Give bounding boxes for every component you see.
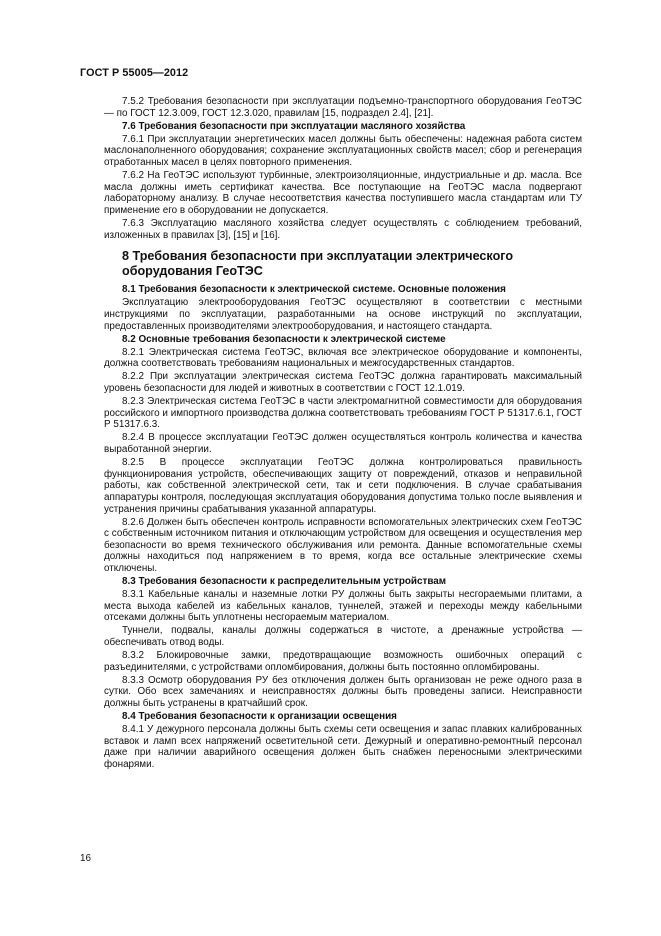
subsection-heading: 8.4 Требования безопасности к организации освещения [122,711,397,723]
paragraph: 8.2.1 Электрическая система ГеоТЭС, включая все электрическое оборудование и компоненты, должна соответствовать требованиям национальных и межгосударственных стандартов. [104,346,582,370]
paragraph: Туннели, подвалы, каналы должны содержаться в чистоте, а дренажные устройства — обеспечивать отвод воды. [104,625,582,649]
standard-header: ГОСТ Р 55005—2012 [80,67,189,79]
paragraph: Эксплуатацию электрооборудования ГеоТЭС осуществляют в соответствии с местными инструкциями по эксплуатации, разработанными на основе инструкций по эксплуатации, предоставленных производителями электрооборудования, и настоящего стандарта. [104,297,582,332]
paragraph: 8.2.4 В процессе эксплуатации ГеоТЭС должен осуществляться контроль количества и качества выработанной энергии. [104,432,582,456]
subsection-heading: 8.3 Требования безопасности к распределительным устройствам [122,576,447,588]
paragraph: 8.3.2 Блокировочные замки, предотвращающие возможность ошибочных операций с разъединителями, с устройствами опломбирования, должны быть постоянно опломбированы. [104,650,582,673]
paragraph: 7.6.1 При эксплуатации энергетических масел должны быть обеспечены: надежная работа систем маслонаполненного оборудования; сохранение эксплуатационных свойств масел; сбор и регенерация отработанных масел в целях повторного применения. [104,133,582,168]
paragraph: 8.2.5 В процессе эксплуатации ГеоТЭС должна контролироваться правильность функционирования устройств, обеспечивающих защиту от повреждений, отказов и неправильной работы, как собственной электрической сети, так и сети подключения. В случае срабатывания аппаратуры контроля, последующая эксплуатация оборудования допустима только после выявления и устранения причины срабатывания указанной аппаратуры. [104,457,582,515]
subsection-heading: 8.1 Требования безопасности к электрической системе. Основные положения [122,284,506,296]
paragraph: 8.2.2 При эксплуатации электрическая система ГеоТЭС должна гарантировать максимальный уровень безопасности для людей и животных в соответствии с ГОСТ 12.1.019. [104,371,582,395]
paragraph: 8.2.6 Должен быть обеспечен контроль исправности вспомогательных электрических схем ГеоТЭС с собственным источником питания и отключающим устройством для освещения и осуществления мер безопасности во время технического обслуживания или ремонта. Данные вспомогательные схемы должны находиться под напряжением в то время, когда все остальные электрические схемы отключены. [104,516,582,574]
section-heading: 8 Требования безопасности при эксплуатации электрического оборудования ГеоТЭС [122,249,514,278]
paragraph: 8.4.1 У дежурного персонала должны быть схемы сети освещения и запас плавких калиброванных вставок и ламп всех напряжений осветительной сети. Дежурный и оперативно-ремонтный персонал даже при наличии аварийного освещения должен быть снабжен переносными электрическими фонарями. [104,724,582,770]
page-number: 16 [80,853,91,864]
document-body [104,96,582,772]
paragraph: 8.2.3 Электрическая система ГеоТЭС в части электромагнитной совместимости для оборудования российского и импортного производства должна соответствовать требованиям ГОСТ Р 51317.6.1, ГОСТ Р 51317.6.3. [104,396,582,431]
paragraph: 7.5.2 Требования безопасности при эксплуатации подъемно-транспортного оборудования ГеоТЭС — по ГОСТ 12.3.009, ГОСТ 12.3.020, правилам [15, подраздел 2.4], [21]. [104,96,582,119]
subsection-heading: 7.6 Требования безопасности при эксплуатации масляного хозяйства [122,120,466,132]
subsection-heading: 8.2 Основные требования безопасности к электрической системе [122,333,446,345]
paragraph: 7.6.2 На ГеоТЭС используют турбинные, электроизоляционные, индустриальные и др. масла. Все масла должны иметь сертификат качества. Все поступающие на ГеоТЭС масла подвергают лабораторному анализу. В случае несоответствия качества поступившего масла стандартам или ТУ применение его в оборудовании не допускается. [104,170,582,216]
paragraph: 7.6.3 Эксплуатацию масляного хозяйства следует осуществлять с соблюдением требований, изложенных в правилах [3], [15] и [16]. [104,217,582,241]
paragraph: 8.3.3 Осмотр оборудования РУ без отключения должен быть организован не реже одного раза в сутки. Обо всех замечаниях и неисправностях должны быть проведены записи. Неисправности должны быть устранены в кратчайший срок. [104,674,582,709]
paragraph: 8.3.1 Кабельные каналы и наземные лотки РУ должны быть закрыты несгораемыми плитами, а места выхода кабелей из кабельных каналов, туннелей, этажей и переходы между кабельными отсеками должны быть уплотнены несгораемым материалом. [104,589,582,624]
